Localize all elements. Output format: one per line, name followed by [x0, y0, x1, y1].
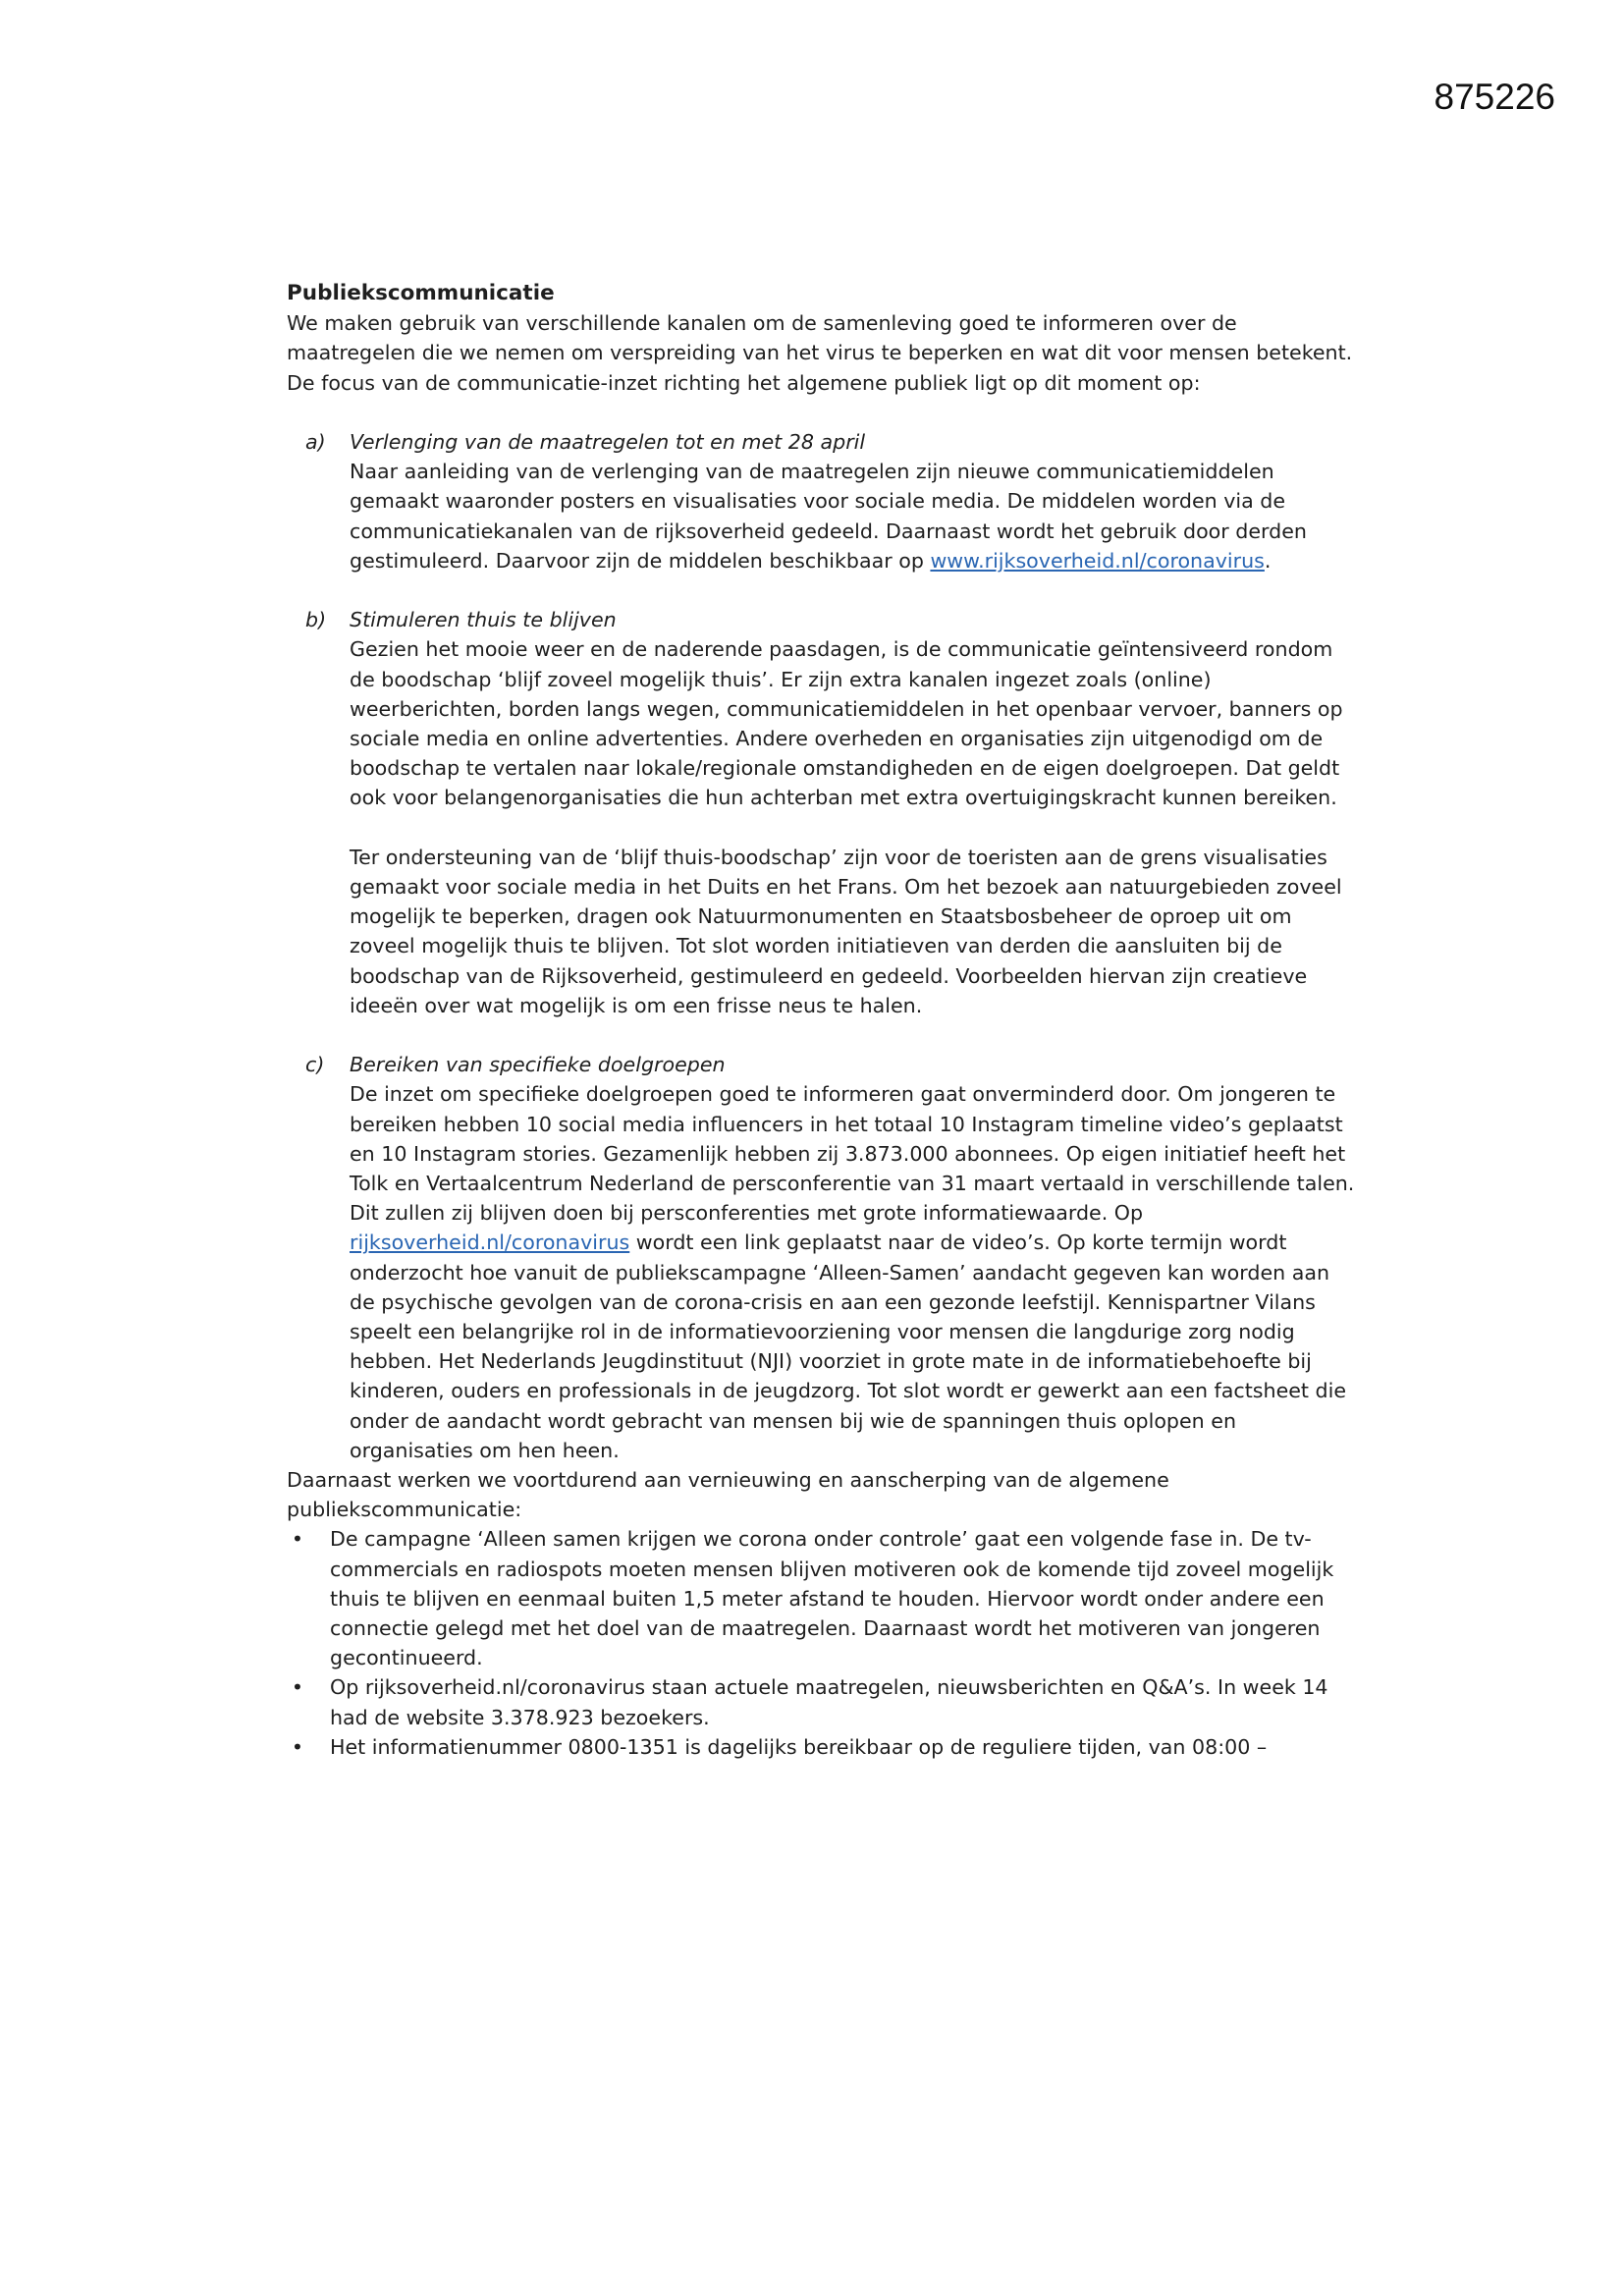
- body-text: De inzet om specifieke doelgroepen goed te informeren gaat onverminderd door. Om jongeren te bereiken hebben 10 social media influencers in het totaal 10 Instagram timeline video’s geplaatst en 10 Instagram stories. Gezamenlijk hebben zij 3.873.000 abonnees. Op eigen initiatief heeft het Tolk en Vertaalcentrum Nederland de persconferentie van 31 maart vertaald in verschillende talen. Dit zullen zij blijven doen bij persconferenties met grote informatiewaarde. Op: [350, 1082, 1355, 1226]
- section-heading: Publiekscommunicatie: [287, 281, 555, 305]
- body-text: wordt een link geplaatst naar de video’s. Op korte termijn wordt onderzocht hoe vanuit de publiekscampagne ‘Alleen-Samen’ aandacht gegeven kan worden aan de psychische gevolgen van de corona-crisis en aan een gezonde leefstijl. Kennispartner Vilans speelt een belangrijke rol in de informatievoorziening voor mensen die langdurige zorg nodig hebben. Het Nederlands Jeugdinstituut (NJI) voorziet in grote mate in de informatiebehoefte bij kinderen, ouders en professionals in de jeugdzorg. Tot slot wordt er gewerkt aan een factsheet die onder de aandacht wordt gebracht van mensen bij wie de spanningen thuis oplopen en organisaties om hen heen.: [350, 1230, 1347, 1462]
- bullet-icon: •: [291, 1527, 304, 1552]
- document-body: [287, 279, 1357, 1762]
- body-text: Naar aanleiding van de verlenging van de maatregelen zijn nieuwe communicatiemiddelen gemaakt waaronder posters en visualisaties voor sociale media. De middelen worden via de communicatiekanalen van de rijksoverheid gedeeld. Daarnaast wordt het gebruik door derden gestimuleerd. Daarvoor zijn de middelen beschikbaar op: [350, 460, 1307, 573]
- page-number: 875226: [1434, 77, 1555, 117]
- body-text: .: [1264, 548, 1272, 573]
- list-item-title: Stimuleren thuis te blijven: [350, 608, 617, 632]
- bullet-icon: •: [291, 1675, 304, 1700]
- paragraph-spacer: [350, 813, 1357, 843]
- list-item: [287, 1524, 1357, 1672]
- list-marker: a): [305, 430, 326, 454]
- bullet-text: Het informatienummer 0800-1351 is dagelijks bereikbaar op de reguliere tijden, van 08:00 –: [330, 1734, 1268, 1759]
- closing-paragraph: Daarnaast werken we voortdurend aan vernieuwing en aanscherping van de algemene publiekscommunicatie:: [287, 1468, 1169, 1522]
- list-item: [287, 1732, 1357, 1762]
- list-item-b: [287, 605, 1357, 1020]
- list-item-title: Bereiken van specifieke doelgroepen: [350, 1053, 726, 1077]
- list-item-body: [350, 1079, 1357, 1465]
- coronavirus-link[interactable]: rijksoverheid.nl/coronavirus: [350, 1230, 630, 1255]
- list-marker: b): [305, 608, 327, 632]
- list-item-body: Ter ondersteuning van de ‘blijf thuis-boodschap’ zijn voor de toeristen aan de grens visualisaties gemaakt voor sociale media in het Duits en het Frans. Om het bezoek aan natuurgebieden zoveel mogelijk te beperken, dragen ook Natuurmonumenten en Staatsbosbeheer de oproep uit om zoveel mogelijk thuis te blijven. Tot slot worden initiatieven van derden die aansluiten bij de boodschap van de Rijksoverheid, gestimuleerd en gedeeld. Voorbeelden hiervan zijn creatieve ideeën over wat mogelijk is om een frisse neus te halen.: [350, 845, 1342, 1017]
- list-item-body: Gezien het mooie weer en de naderende paasdagen, is de communicatie geïntensiveerd rondom de boodschap ‘blijf zoveel mogelijk thuis’. Er zijn extra kanalen ingezet zoals (online) weerberichten, borden langs wegen, communicatiemiddelen in het openbaar vervoer, banners op sociale media en online advertenties. Andere overheden en organisaties zijn uitgenodigd om de boodschap te vertalen naar lokale/regionale omstandigheden en de eigen doelgroepen. Dat geldt ook voor belangenorganisaties die hun achterban met extra overtuigingskracht kunnen bereiken.: [350, 637, 1343, 810]
- list-marker: c): [305, 1053, 325, 1077]
- list-item: [287, 1672, 1357, 1731]
- intro-paragraph: We maken gebruik van verschillende kanalen om de samenleving goed te informeren over de maatregelen die we nemen om verspreiding van het virus te beperken en wat dit voor mensen betekent. De focus van de communicatie-inzet richting het algemene publiek ligt op dit moment op:: [287, 311, 1353, 395]
- bullet-text: Op rijksoverheid.nl/coronavirus staan actuele maatregelen, nieuwsberichten en Q&A’s. In week 14 had de website 3.378.923 bezoekers.: [330, 1675, 1328, 1729]
- bullet-list: [287, 1524, 1357, 1762]
- bullet-icon: •: [291, 1734, 304, 1759]
- list-item-body: [350, 457, 1357, 575]
- list-item-title: Verlenging van de maatregelen tot en met 28 april: [350, 430, 866, 454]
- list-item-a: [287, 427, 1357, 575]
- bullet-text: De campagne ‘Alleen samen krijgen we corona onder controle’ gaat een volgende fase in. De tv-commercials en radiospots moeten mensen blijven motiveren ook de komende tijd zoveel mogelijk thuis te blijven en eenmaal buiten 1,5 meter afstand te houden. Hiervoor wordt onder andere een connectie gelegd met het doel van de maatregelen. Daarnaast wordt het motiveren van jongeren gecontinueerd.: [330, 1527, 1334, 1670]
- list-item-c: [287, 1050, 1357, 1465]
- coronavirus-link[interactable]: www.rijksoverheid.nl/coronavirus: [930, 548, 1265, 573]
